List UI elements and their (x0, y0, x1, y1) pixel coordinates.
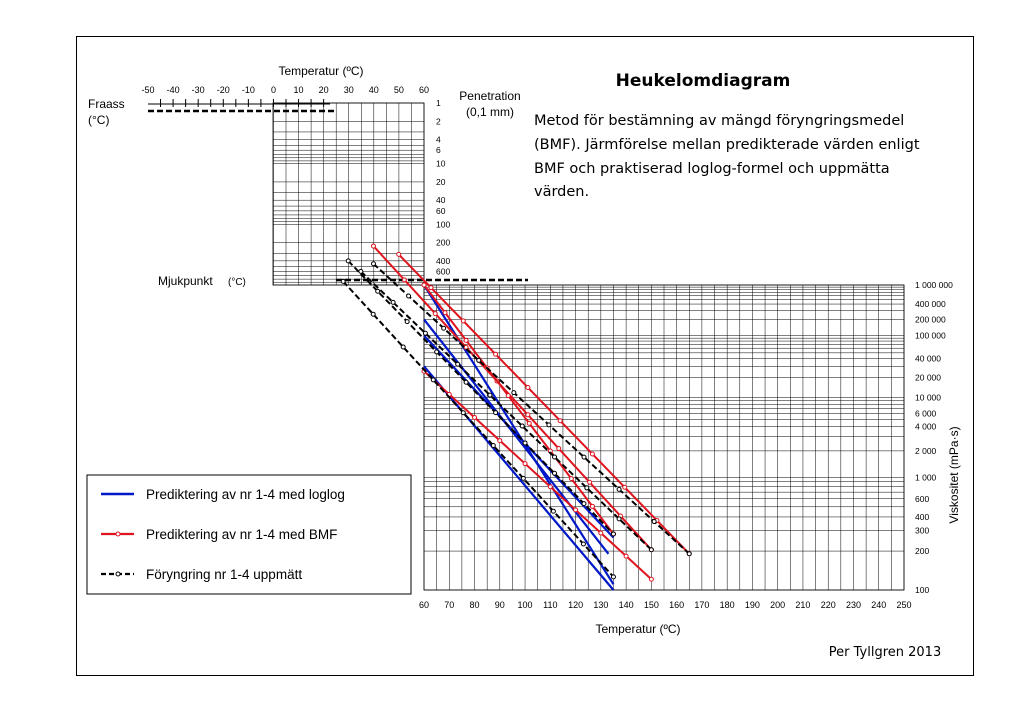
series-marker (652, 520, 656, 524)
series-marker (553, 471, 557, 475)
penetration-tick: 20 (436, 176, 446, 187)
penetration-tick: 400 (436, 255, 451, 266)
series-marker (527, 421, 531, 425)
series-marker (617, 517, 621, 521)
top-axis-tick: -50 (141, 85, 155, 95)
series-marker (456, 362, 460, 366)
bottom-axis-tick: 80 (469, 600, 480, 610)
viscosity-tick: 400 000 (915, 299, 946, 310)
bottom-axis-label: Temperatur (ºC) (595, 622, 681, 636)
series-marker (402, 278, 406, 282)
penetration-tick: 100 (436, 219, 451, 230)
series-marker (401, 345, 405, 349)
penetration-tick: 200 (436, 237, 451, 248)
bottom-axis-tick: 220 (820, 600, 836, 610)
bottom-axis-tick: 180 (719, 600, 735, 610)
viscosity-tick: 300 (915, 525, 930, 536)
legend-marker-measured (116, 572, 120, 576)
series-marker (498, 439, 502, 443)
series-marker (423, 331, 427, 335)
viscosity-tick: 2 000 (915, 445, 937, 456)
fraass-label: Fraass (88, 97, 125, 111)
series-marker (558, 419, 562, 423)
bottom-axis-tick: 190 (744, 600, 760, 610)
fraass-unit: (°C) (88, 113, 110, 127)
penetration-tick: 2 (436, 116, 441, 127)
author-credit: Per Tyllgren 2013 (828, 645, 942, 660)
viscosity-tick: 20 000 (915, 372, 941, 383)
top-axis-tick: 20 (318, 85, 329, 95)
penetration-tick: 40 (436, 195, 446, 206)
series-line (424, 285, 613, 584)
description-line-4: värden. (534, 184, 590, 200)
top-axis-tick: -10 (241, 85, 255, 95)
top-axis-tick: -40 (166, 85, 180, 95)
penetration-tick: 1 (436, 98, 441, 108)
top-axis-tick: 50 (393, 85, 404, 95)
penetration-tick: 10 (436, 158, 446, 169)
bottom-axis-tick: 210 (795, 600, 811, 610)
series-marker (464, 345, 468, 349)
legend-label-loglog: Prediktering av nr 1-4 med loglog (146, 487, 345, 502)
series-marker (569, 477, 573, 481)
legend (87, 475, 411, 594)
mjukpunkt-label: Mjukpunkt (158, 274, 213, 288)
series-marker (346, 259, 350, 263)
penetration-tick: 60 (436, 205, 446, 216)
bottom-axis-tick: 110 (543, 600, 558, 610)
series-marker (574, 508, 578, 512)
bottom-axis-tick: 140 (618, 600, 634, 610)
viscosity-tick: 200 (915, 546, 930, 557)
bottom-axis-tick: 250 (896, 600, 912, 610)
series-marker (464, 338, 468, 342)
series-marker (581, 542, 585, 546)
series-marker (429, 286, 433, 290)
series-marker (526, 413, 530, 417)
top-axis-tick: 40 (368, 85, 379, 95)
series-marker (473, 415, 477, 419)
series-marker (521, 476, 525, 480)
viscosity-tick: 600 (915, 493, 930, 504)
viscosity-axis-label: Viskositet (mPa·s) (947, 426, 961, 524)
series-marker (491, 444, 495, 448)
top-axis-tick: 10 (293, 85, 304, 95)
series-marker (649, 548, 653, 552)
series-marker (371, 262, 375, 266)
viscosity-tick: 200 000 (915, 314, 946, 325)
series-marker (611, 532, 615, 536)
bottom-axis-tick: 60 (418, 600, 430, 610)
top-axis-tick: -30 (191, 85, 205, 95)
viscosity-tick: 10 000 (915, 392, 941, 403)
series-marker (433, 312, 437, 316)
series-marker (435, 350, 439, 354)
series-marker (371, 244, 375, 248)
series-marker (523, 441, 527, 445)
series-marker (488, 393, 492, 397)
viscosity-tick: 1 000 (915, 472, 937, 483)
series-marker (443, 311, 447, 315)
series-marker (611, 575, 615, 579)
series-marker (494, 411, 498, 415)
series-marker (520, 424, 524, 428)
mjukpunkt-unit: (°C) (228, 277, 246, 288)
viscosity-tick: 40 000 (915, 353, 941, 364)
series-marker (624, 554, 628, 558)
bottom-axis-tick: 230 (845, 600, 861, 610)
series-marker (547, 423, 551, 427)
series-marker (506, 394, 510, 398)
penetration-tick: 4 (436, 134, 441, 145)
series-marker (494, 352, 498, 356)
top-axis-tick: 30 (343, 85, 354, 95)
series-marker (582, 455, 586, 459)
bottom-axis-tick: 160 (669, 600, 685, 610)
series-marker (582, 502, 586, 506)
bottom-axis-tick: 100 (517, 600, 533, 610)
legend-marker-bmf (116, 532, 120, 536)
series-marker (526, 385, 530, 389)
bottom-axis-tick: 120 (568, 600, 584, 610)
viscosity-tick: 100 000 (915, 330, 946, 341)
series-marker (548, 485, 552, 489)
series-marker (405, 320, 409, 324)
viscosity-tick: 1 000 000 (915, 280, 953, 290)
viscosity-tick: 400 (915, 511, 930, 522)
series-marker (391, 300, 395, 304)
viscosity-tick: 100 (915, 585, 930, 595)
series-marker (523, 462, 527, 466)
series-marker (590, 504, 594, 508)
description-line-1: Metod för bestämning av mängd föryngringsmedel (534, 113, 905, 129)
chart-title: Heukelomdiagram (615, 71, 791, 91)
series-marker (407, 294, 411, 298)
series-marker (341, 279, 345, 283)
series-marker (461, 319, 465, 323)
series-marker (359, 269, 363, 273)
top-axis-label: Temperatur (ºC) (278, 64, 364, 78)
viscosity-tick: 6 000 (915, 408, 937, 419)
series-marker (617, 487, 621, 491)
series-marker (623, 485, 627, 489)
penetration-label: Penetration (459, 89, 521, 103)
description-line-3: BMF och praktiserad loglog-formel och uppmätta (534, 161, 890, 177)
series-marker (477, 358, 481, 362)
description-line-2: (BMF). Järmförelse mellan predikterade värden enligt (534, 137, 920, 153)
series-marker (512, 391, 516, 395)
series-marker (461, 411, 465, 415)
series-marker (590, 452, 594, 456)
top-axis-tick: -20 (216, 85, 230, 95)
bottom-axis-tick: 130 (593, 600, 609, 610)
series-line (424, 285, 613, 534)
series-marker (464, 380, 468, 384)
top-axis-tick: 60 (418, 85, 430, 95)
penetration-tick: 600 (436, 266, 451, 277)
bottom-axis-tick: 150 (643, 600, 659, 610)
penetration-unit: (0,1 mm) (466, 105, 514, 119)
series-marker (687, 552, 691, 556)
top-axis-tick: 0 (270, 85, 276, 95)
legend-label-bmf: Prediktering av nr 1-4 med BMF (146, 527, 338, 542)
bottom-axis-tick: 70 (444, 600, 455, 610)
series-marker (397, 252, 401, 256)
series-marker (376, 289, 380, 293)
series-marker (551, 509, 555, 513)
bottom-axis-tick: 240 (871, 600, 887, 610)
series-marker (557, 447, 561, 451)
series-marker (422, 283, 426, 287)
bottom-axis-tick: 170 (694, 600, 710, 610)
series-marker (553, 455, 557, 459)
bottom-axis-tick: 90 (494, 600, 505, 610)
series-marker (649, 577, 653, 581)
series-marker (599, 531, 603, 535)
series-marker (431, 378, 435, 382)
viscosity-tick: 4 000 (915, 421, 937, 432)
series-marker (371, 312, 375, 316)
series-marker (585, 486, 589, 490)
legend-label-measured: Föryngring nr 1-4 uppmätt (146, 567, 303, 582)
bottom-axis-tick: 200 (770, 600, 786, 610)
series-marker (588, 480, 592, 484)
penetration-tick: 6 (436, 145, 441, 156)
series-marker (442, 326, 446, 330)
